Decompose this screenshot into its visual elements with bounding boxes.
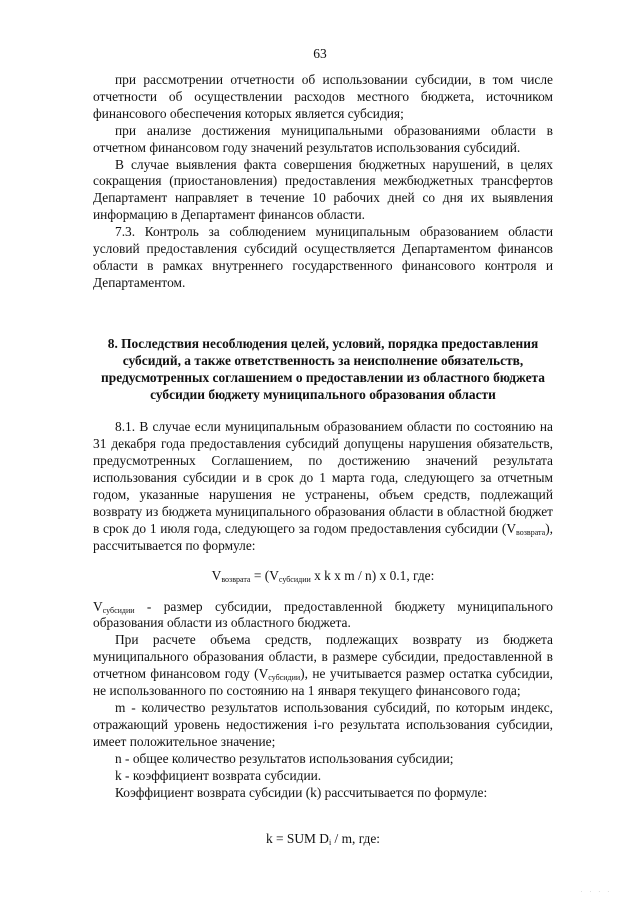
- heading-line: предусмотренных соглашением о предоставлении из областного бюджета: [101, 369, 545, 385]
- paragraph-reporting-review: при рассмотрении отчетности об использовании субсидии, в том числе отчетности об осуществлении расходов местного бюджета, источником финансового обеспечения которых является субсидия;: [93, 72, 553, 121]
- formula-k-coefficient: k = SUM $D_i$ / m, где:: [265, 831, 381, 848]
- paragraph-8-1: 8.1. В случае если муниципальным образованием области по состоянию на 31 декабря года предоставления субсидий допущены нарушения обязательств, предусмотренных Соглашением, по достижению значений результата использования субсидии и в срок до 1 марта года, следующего за отчетным годом, указанные нарушения не устранены, объем средств, подлежащий возврату из бюджета муниципального образования области в областной бюджет в срок до 1 июля года, следующего за годом предоставления субсидии $(V_{возврата})$, рассчитывается по формуле:: [93, 419, 553, 553]
- document-body: [93, 72, 553, 848]
- paragraph-k-formula-intro: Коэффициент возврата субсидии (k) рассчитывается по формуле:: [115, 784, 488, 800]
- formula-refund-volume: $V_{возврата} = (V_{субсидии}$ x k x m / n) x 0.1, где:: [211, 567, 435, 584]
- paragraph-results-analysis: при анализе достижения муниципальными образованиями области в отчетном финансовом году значений результатов использования субсидий.: [93, 122, 553, 155]
- paragraph-m-definition: m - количество результатов использования субсидий, по которым индекс, отражающий уровень недостижения i-го результата использования субсидии, имеет положительное значение;: [93, 700, 553, 749]
- paragraph-v-subsidy-definition: $V_{субсидии}$ - размер субсидии, предоставленной бюджету муниципального образования области из областного бюджета.: [93, 598, 553, 631]
- paragraph-control-7-3: 7.3. Контроль за соблюдением муниципальным образованием области условий предоставления субсидий осуществляется Департаментом финансов области в рамках внутреннего государственного финансового контроля и Департаментом.: [93, 224, 553, 290]
- paragraph-n-definition: n - общее количество результатов использования субсидии;: [115, 750, 454, 766]
- heading-line: субсидий, а также ответственность за неисполнение обязательств,: [122, 352, 524, 368]
- heading-line: субсидии бюджету муниципального образования области: [150, 386, 496, 402]
- paragraph-budget-violations: В случае выявления факта совершения бюджетных нарушений, в целях сокращения (приостановления) предоставления межбюджетных трансфертов Департамент направляет в течение 10 рабочих дней со дня их выявления информацию в Департамент финансов области.: [93, 156, 553, 223]
- paragraph-calculation-note: При расчете объема средств, подлежащих возврату из бюджета муниципального образования области, в размере субсидии, предоставленной в отчетном финансовом году $(V_{субсидии})$, не учитывается размер остатка субсидии, не использованного по состоянию на 1 января текущего финансового года;: [93, 632, 554, 699]
- section-heading-8: [93, 336, 553, 404]
- paragraph-k-definition: k - коэффициент возврата субсидии.: [115, 767, 322, 783]
- page-number: 63: [313, 46, 327, 61]
- scan-mark: · · · ·: [580, 890, 612, 895]
- heading-line: 8. Последствия несоблюдения целей, условий, порядка предоставления: [107, 335, 539, 351]
